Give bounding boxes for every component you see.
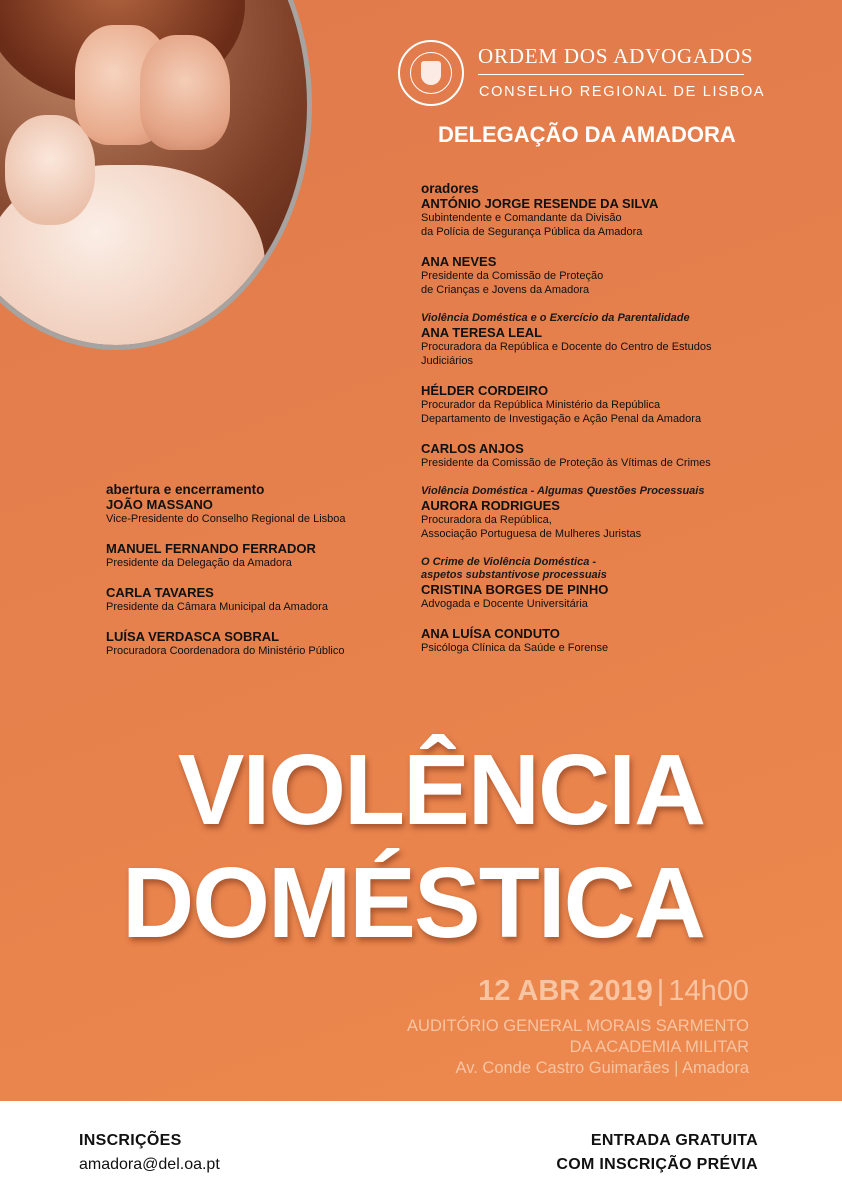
talk-topic: Violência Doméstica - Algumas Questões Processuais: [421, 485, 705, 497]
delegation-title: DELEGAÇÃO DA AMADORA: [438, 122, 736, 147]
title-line-1: VIOLÊNCIA: [177, 734, 705, 846]
divider: [478, 74, 744, 75]
speaker-entry: [421, 441, 821, 470]
speaker-name: CARLOS ANJOS: [421, 441, 524, 456]
speaker-entry: [421, 254, 821, 297]
speaker-role: Subintendente e Comandante da Divisão: [421, 212, 622, 224]
speaker-entry: [421, 312, 821, 368]
opening-name: LUÍSA VERDASCA SOBRAL: [106, 629, 280, 644]
speaker-name: ANA TERESA LEAL: [421, 325, 543, 340]
speaker-role: de Crianças e Jovens da Amadora: [421, 284, 590, 296]
speaker-entry: [421, 556, 821, 611]
opening-role: Presidente da Delegação da Amadora: [106, 557, 292, 569]
seal-icon: [398, 40, 464, 106]
organization-name: ORDEM DOS ADVOGADOS: [478, 44, 754, 68]
opening-name: MANUEL FERNANDO FERRADOR: [106, 541, 316, 556]
event-date: [478, 975, 749, 1008]
talk-topic-line-2: aspetos substantivose processuais: [421, 569, 607, 581]
speaker-name: ANTÓNIO JORGE RESENDE DA SILVA: [421, 196, 659, 211]
speaker-entry: [421, 626, 821, 655]
title-line-2: DOMÉSTICA: [122, 847, 704, 959]
venue-line-1: AUDITÓRIO GENERAL MORAIS SARMENTO: [407, 1017, 749, 1035]
speaker-name: AURORA RODRIGUES: [421, 498, 560, 513]
venue-line-3: Av. Conde Castro Guimarães | Amadora: [455, 1059, 749, 1077]
date-separator: |: [656, 975, 665, 1007]
speaker-name: ANA NEVES: [421, 254, 497, 269]
opening-entry: [106, 629, 406, 658]
speaker-role: Departamento de Investigação e Ação Penal da Amadora: [421, 413, 702, 425]
registration-label: INSCRIÇÕES: [79, 1132, 182, 1149]
speaker-role: Advogada e Docente Universitária: [421, 598, 588, 610]
opening-entry: [106, 541, 406, 570]
speaker-role: Presidente da Comissão de Proteção às Vítimas de Crimes: [421, 457, 711, 469]
speaker-role: Judiciários: [421, 355, 473, 367]
entry-info-line-2: COM INSCRIÇÃO PRÉVIA: [556, 1156, 758, 1173]
talk-topic: Violência Doméstica e o Exercício da Parentalidade: [421, 312, 690, 324]
speaker-name: ANA LUÍSA CONDUTO: [421, 626, 560, 641]
speaker-name: HÉLDER CORDEIRO: [421, 383, 549, 398]
opening-name: JOÃO MASSANO: [106, 497, 213, 512]
speaker-role: Presidente da Comissão de Proteção: [421, 270, 604, 282]
speaker-entry: [421, 383, 821, 426]
time-text: 14h00: [668, 975, 749, 1007]
opening-header: abertura e encerramento: [106, 482, 265, 497]
opening-role: Presidente da Câmara Municipal da Amadora: [106, 601, 328, 613]
child-photo: [0, 0, 312, 350]
speaker-role: da Polícia de Segurança Pública da Amadora: [421, 226, 643, 238]
footer: [0, 1101, 842, 1191]
speaker-entry: [421, 196, 821, 239]
opening-entry: [106, 585, 406, 614]
speaker-role: Procurador da República Ministério da República: [421, 399, 661, 411]
opening-name: CARLA TAVARES: [106, 585, 214, 600]
speaker-entry: [421, 485, 821, 541]
speaker-role: Psicóloga Clínica da Saúde e Forense: [421, 642, 609, 654]
speaker-role: Procuradora da República e Docente do Centro de Estudos: [421, 341, 712, 353]
registration-email[interactable]: amadora@del.oa.pt: [79, 1156, 220, 1173]
opening-entry: [106, 497, 406, 526]
council-name: CONSELHO REGIONAL DE LISBOA: [479, 84, 766, 100]
speaker-name: CRISTINA BORGES DE PINHO: [421, 582, 609, 597]
talk-topic: O Crime de Violência Doméstica -: [421, 556, 597, 568]
entry-info-line-1: ENTRADA GRATUITA: [590, 1132, 758, 1149]
opening-role: Vice-Presidente do Conselho Regional de Lisboa: [106, 513, 346, 525]
speaker-role: Procuradora da República,: [421, 514, 552, 526]
date-text: 12 ABR 2019: [478, 975, 653, 1007]
speaker-role: Associação Portuguesa de Mulheres Juristas: [421, 528, 642, 540]
venue-line-2: DA ACADEMIA MILITAR: [569, 1038, 749, 1056]
opening-list: [106, 482, 406, 673]
speakers-header: oradores: [421, 181, 479, 196]
event-venue: [407, 1016, 749, 1079]
opening-role: Procuradora Coordenadora do Ministério Público: [106, 645, 345, 657]
speakers-list: [421, 181, 821, 670]
